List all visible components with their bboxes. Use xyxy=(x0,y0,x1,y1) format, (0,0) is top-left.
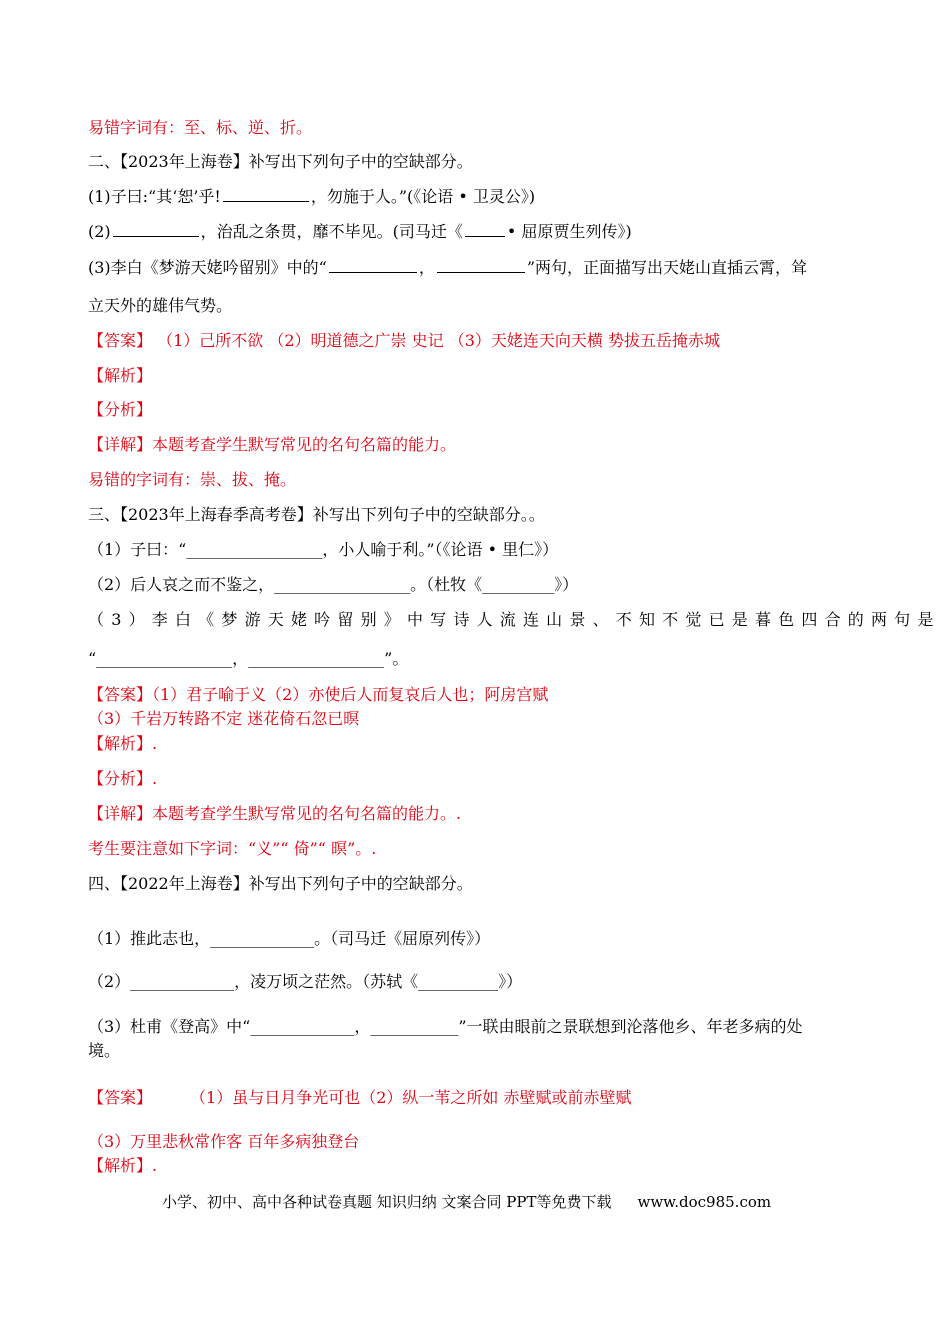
question-2-item-3-continuation: 立天外的雄伟气势。 xyxy=(88,296,233,315)
question-2-item-3 xyxy=(88,257,807,279)
question-4-item-2: （2）_____________，凌万顷之茫然。（苏轼《__________》） xyxy=(88,972,523,991)
question-3-error-prone-note: 考生要注意如下字词：“义”“ 倚”“ 暝”。. xyxy=(88,839,377,858)
question-2-item-2 xyxy=(88,221,632,243)
question-2-item-2-number: (2) xyxy=(88,222,111,241)
answer-blank xyxy=(223,186,309,202)
question-3-heading: 三、【2023年上海春季高考卷】补写出下列句子中的空缺部分。。 xyxy=(88,505,545,524)
question-2-detail: 【详解】本题考查学生默写常见的名句名篇的能力。 xyxy=(88,435,457,454)
question-2-item-2-middle: ，治乱之条贯，靡不毕见。(司马迁《 xyxy=(200,222,463,241)
question-2-item-2-end: • 屈原贾生列传》) xyxy=(506,222,632,241)
question-4-item-3-continuation: 境。 xyxy=(88,1041,121,1060)
footer-text: 小学、初中、高中各种试卷真题 知识归纳 文案合同 PPT等免费下载 xyxy=(162,1193,612,1211)
question-2-item-1-after-blank: ，勿施于人。”(《论语 • 卫灵公》) xyxy=(310,187,536,206)
answer-blank xyxy=(465,221,505,237)
question-3-breakdown-label: 【分析】. xyxy=(88,769,158,788)
question-3-answer-line-2: （3）千岩万转路不定 迷花倚石忽已暝 xyxy=(88,709,360,728)
question-3-answer-line-1: 【答案】（1）君子喻于义（2）亦使后人而复哀后人也；阿房宫赋 xyxy=(88,685,549,704)
question-2-error-prone-note: 易错的字词有：崇、拔、掩。 xyxy=(88,470,297,489)
question-4-heading: 四、【2022年上海卷】补写出下列句子中的空缺部分。 xyxy=(88,874,473,893)
answer-blank xyxy=(437,257,525,273)
question-2-item-1 xyxy=(88,186,535,208)
error-prone-words-note: 易错字词有：至、标、逆、折。 xyxy=(88,118,313,137)
question-3-analysis-label: 【解析】. xyxy=(88,734,158,753)
question-2-item-3-start: (3)李白《梦游天姥吟留别》中的“ xyxy=(88,258,327,277)
question-3-detail: 【详解】本题考查学生默写常见的名句名篇的能力。. xyxy=(88,804,462,823)
page-footer xyxy=(162,1191,771,1213)
question-4-answer-label: 【答案】 xyxy=(88,1088,153,1107)
question-4-answer-text: （1）虽与日月争光可也（2）纵一苇之所如 赤壁赋或前赤壁赋 xyxy=(190,1088,632,1107)
question-2-heading: 二、【2023年上海卷】补写出下列句子中的空缺部分。 xyxy=(88,152,473,171)
question-2-analysis-label: 【解析】 xyxy=(88,366,153,385)
question-4-analysis-label: 【解析】. xyxy=(88,1156,158,1175)
question-2-item-3-end: ”两句，正面描写出天姥山直插云霄，耸 xyxy=(526,258,808,277)
question-4-item-3: （3）杜甫《登高》中“_____________，___________”一联由眼前之景联想到沦落他乡、年老多病的处 xyxy=(88,1017,803,1036)
question-3-item-1: （1）子曰：“_________________，小人喻于利。”（《论语 • 里仁》） xyxy=(88,540,559,559)
question-2-item-1-before-blank: (1)子曰:“其‘恕’乎! xyxy=(88,187,221,206)
question-2-answer: 【答案】 （1）己所不欲 （2）明道德之广崇 史记 （3）天姥连天向天横 势拔五岳掩赤城 xyxy=(88,331,720,350)
question-4-answer xyxy=(88,1087,631,1109)
question-3-item-3: （3）李白《梦游天姥吟留别》中写诗人流连山景、不知不觉已是暮色四合的两句是 xyxy=(88,610,941,629)
footer-website-link[interactable]: www.doc985.com xyxy=(637,1193,772,1211)
question-4-item-1: （1）推此志也，_____________。（司马迁《屈原列传》） xyxy=(88,929,491,948)
question-2-item-3-comma: ， xyxy=(418,258,435,277)
question-4-answer-line-2: （3）万里悲秋常作客 百年多病独登台 xyxy=(88,1132,360,1151)
question-3-item-2: （2）后人哀之而不鉴之，_________________。（杜牧《_________》） xyxy=(88,575,579,594)
question-3-item-3-continuation: “_________________，_________________”。 xyxy=(88,649,409,668)
answer-blank xyxy=(329,257,417,273)
question-2-breakdown-label: 【分析】 xyxy=(88,400,153,419)
answer-blank xyxy=(113,221,199,237)
